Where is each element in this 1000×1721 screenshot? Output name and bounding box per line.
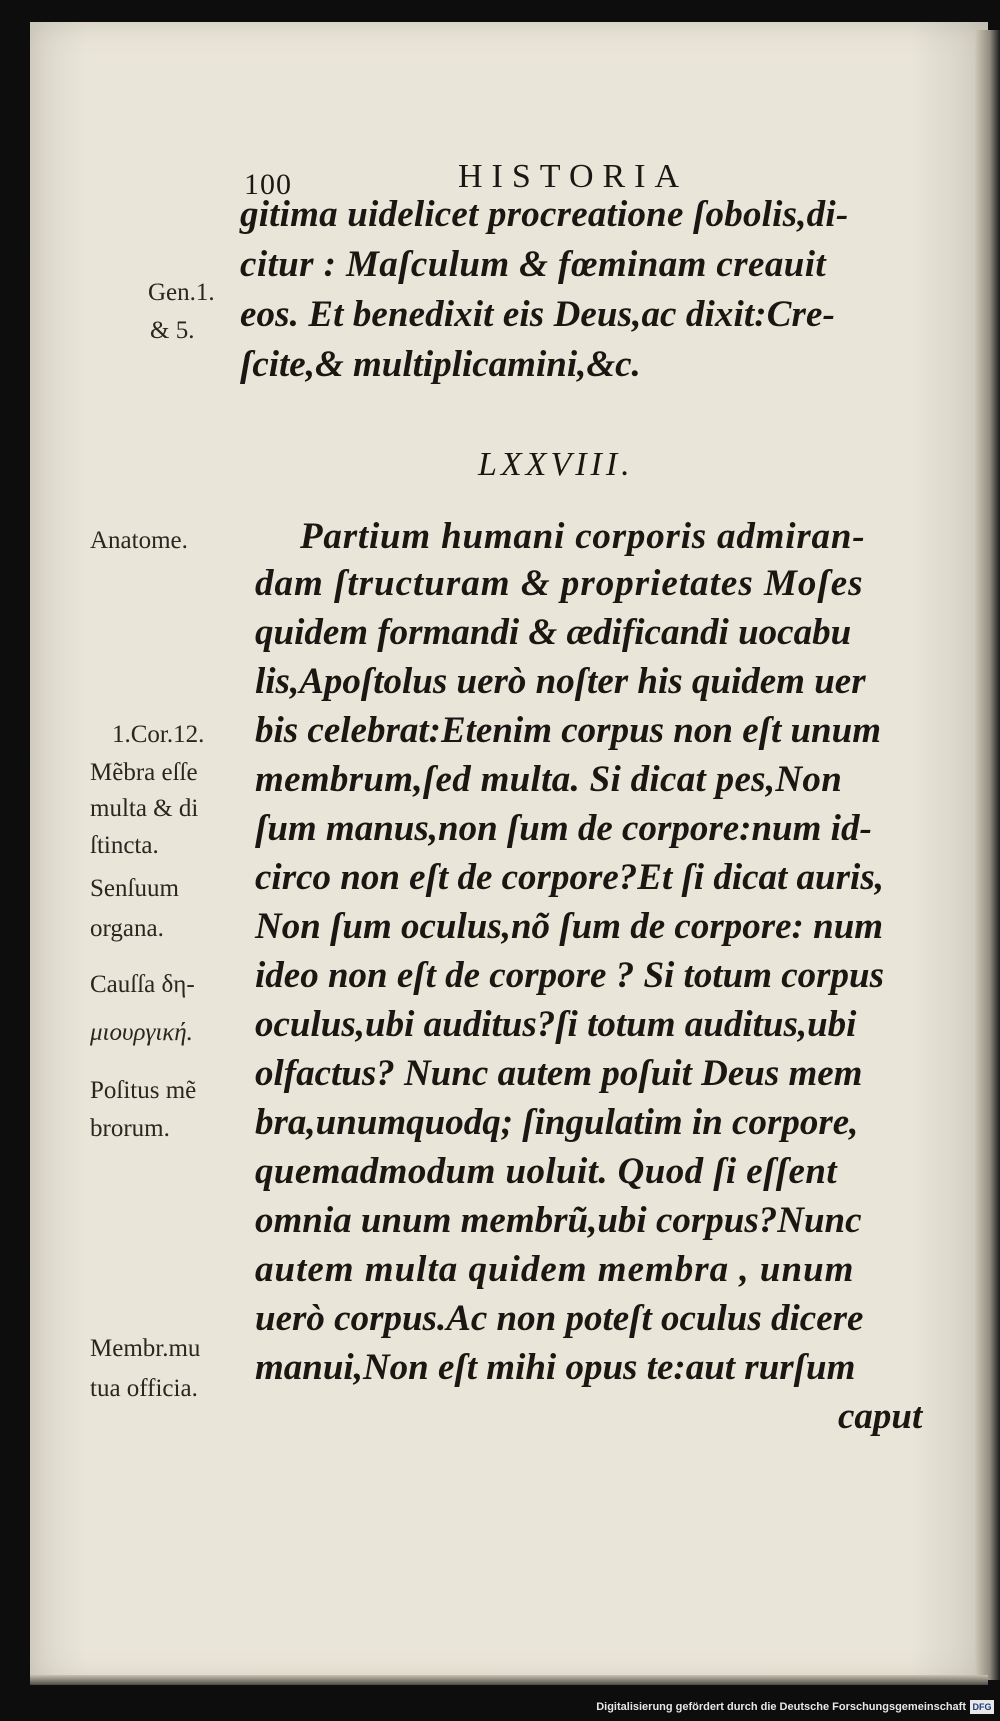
text-line: citur : Maſculum & fœminam creauit: [240, 244, 827, 285]
text-line: olfactus? Nunc autem poſuit Deus mem: [255, 1053, 863, 1094]
text-line: oculus,ubi auditus?ſi totum auditus,ubi: [255, 1004, 857, 1045]
text-line: Partium humani corporis admiran-: [300, 516, 866, 557]
margin-note: Poſitus mẽ: [90, 1077, 197, 1104]
margin-note: tua officia.: [90, 1375, 198, 1402]
dfg-logo: DFG: [970, 1700, 994, 1714]
running-title: HISTORIA: [458, 158, 689, 195]
margin-note: μιουργική.: [90, 1019, 193, 1046]
text-line: gitima uidelicet procreatione ſobolis,di-: [240, 194, 849, 235]
page-number: 100: [244, 168, 292, 201]
text-line: dam ſtructuram & proprietates Moſes: [255, 563, 864, 604]
text-line: Non ſum oculus,nõ ſum de corpore: num: [255, 906, 884, 947]
margin-note: Anatome.: [90, 527, 188, 554]
text-line: membrum,ſed multa. Si dicat pes,Non: [255, 759, 843, 800]
text-line: bis celebrat:Etenim corpus non eſt unum: [255, 710, 881, 751]
digitization-credit: Digitalisierung gefördert durch die Deutsche Forschungsgemeinschaft: [596, 1701, 966, 1713]
text-line: omnia unum membrũ,ubi corpus?Nunc: [255, 1200, 862, 1241]
text-line: quidem formandi & ædificandi uocabu: [255, 612, 852, 653]
text-line: autem multa quidem membra , unum: [255, 1249, 855, 1290]
section-number: LXXVIII.: [478, 446, 634, 483]
text-line: quemadmodum uoluit. Quod ſi eſſent: [255, 1151, 838, 1192]
text-line: ſcite,& multiplicamini,&c.: [240, 344, 641, 385]
margin-note: Gen.1.: [148, 279, 215, 306]
margin-note: Membr.mu: [90, 1335, 201, 1362]
text-line: manui,Non eſt mihi opus te:aut rurſum: [255, 1347, 856, 1388]
text-line: uerò corpus.Ac non poteſt oculus dicere: [255, 1298, 864, 1339]
text-line: ideo non eſt de corpore ? Si totum corpus: [255, 955, 885, 996]
page-edge: [975, 30, 1000, 1680]
text-line: circo non eſt de corpore?Et ſi dicat auris,: [255, 857, 884, 898]
margin-note: ſtincta.: [90, 832, 159, 859]
margin-note: Cauſſa δη-: [90, 971, 195, 998]
text-line: ſum manus,non ſum de corpore:num id-: [255, 808, 872, 849]
text-line: bra,unumquodq; ſingulatim in corpore,: [255, 1102, 859, 1143]
page-bottom-edge: [30, 1675, 988, 1685]
margin-note: 1.Cor.12.: [112, 721, 205, 748]
margin-note: organa.: [90, 915, 164, 942]
text-line: eos. Et benedixit eis Deus,ac dixit:Cre-: [240, 294, 835, 335]
margin-note: Mẽbra eſſe: [90, 759, 198, 786]
catchword: caput: [838, 1396, 923, 1437]
margin-note: brorum.: [90, 1115, 170, 1142]
margin-note: & 5.: [150, 317, 195, 344]
margin-note: Senſuum: [90, 875, 179, 902]
text-line: lis,Apoſtolus uerò noſter his quidem uer: [255, 661, 866, 702]
margin-note: multa & di: [90, 795, 199, 822]
